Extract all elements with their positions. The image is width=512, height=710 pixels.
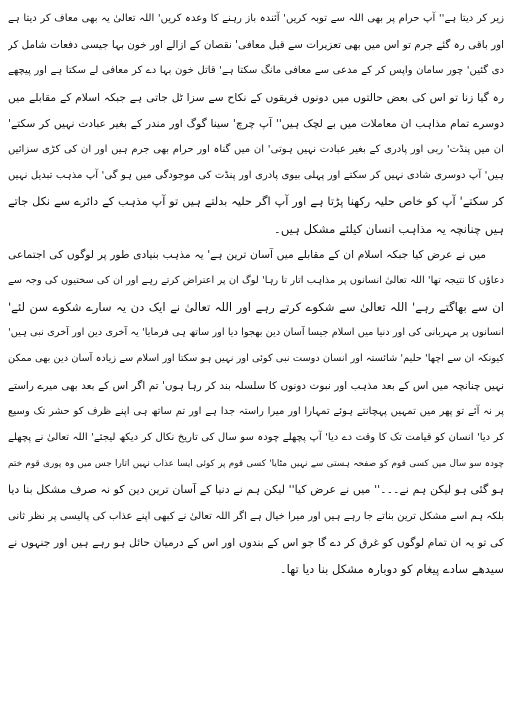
- text-line: بلکہ ہم اسے مشکل ترین بناتے جا رہے ہیں اور میرا خیال ہے اگر اللہ تعالیٰ نے کبھی اپنے عذاب کی پالیسی پر نظر ثانی: [8, 510, 504, 522]
- text-line: پر نہ آئے تو پھر میں تمہیں پہچانتے ہوئے تمہارا اور میرا راستہ جدا ہے اور تم ساتھ ہی اپنے ظرف کو حشر تک وسیع: [8, 405, 504, 417]
- text-line: کر دیا' انسان کو قیامت تک کا وقت دے دیا' آپ پچھلے چودہ سو سال کی تاریخ نکال کر دیکھ لیجئے' اللہ تعالیٰ نے پچھلے: [8, 432, 504, 443]
- text-line: دی گئیں' چور سامان واپس کر کے مدعی سے معافی مانگ سکتا ہے' قاتل خون بہا دے کر معافی لے سکتا ہے اور پیچھے: [8, 65, 504, 77]
- text-line: ہیں چنانچہ یہ مذاہب انسان کیلئے مشکل ہیں۔: [274, 221, 504, 236]
- text-line: ہیں' آپ دوسری شادی نہیں کر سکتے اور پہلی بیوی پادری اور پنڈت کی موجودگی میں ہو گی' آپ مذہب تبدیل نہیں: [8, 170, 504, 182]
- text-line: دوسرے تمام مذاہب ان معاملات میں بے لچک ہیں'' آپ چرچ' سینا گوگ اور مندر کے بغیر عبادت نہیں کر سکتے': [8, 116, 504, 130]
- text-line: ہو گئی ہو لیکن ہم نے۔۔۔'' میں نے عرض کیا'' لیکن ہم نے دنیا کے آسان ترین دین کو نہ صرف مشکل بنا دیا: [8, 483, 504, 497]
- text-line: ان سے بھاگتے رہے' اللہ تعالیٰ سے شکوے کرتے رہے اور اللہ تعالیٰ نے ایک دن یہ سارے شکوے سن لئے': [8, 300, 504, 315]
- text-line: کی تو یہ ان تمام لوگوں کو غرق کر دے گا جو اس کے بندوں اور اس کے درمیان حائل ہو رہے ہیں اور جنہوں نے: [8, 535, 504, 549]
- text-line: کیونکہ ان سے اچھا' حلیم' شائستہ اور انسان دوست نبی کوئی اور نہیں ہو سکتا اور اسلام سے زیادہ آسان دین بھی ممکن: [8, 353, 504, 365]
- text-line: چودہ سو سال میں کسی قوم کو صفحہ ہستی سے نہیں مٹایا' کسی قوم پر کوئی ایسا عذاب نہیں اتارا جس میں وہ پوری قوم ختم: [8, 459, 504, 470]
- text-line: دعاؤں کا نتیجہ تھا' اللہ تعالیٰ انسانوں پر مذاہب اتار تا رہا' لوگ ان پر اعتراض کرتے رہے اور ان کی سختیوں کی وجہ سے: [8, 274, 504, 286]
- text-line: انسانوں پر مہربانی کی اور دنیا میں اسلام جیسا آسان دین بھجوا دیا اور ساتھ ہی فرمایا' یہ آخری دین اور آخری نبی ہیں': [8, 327, 504, 339]
- text-line: رہ گیا زنا تو اس کی بعض حالتوں میں دونوں فریقوں کے نکاح سے سزا ٹل جاتی ہے جبکہ اسلام کے مقابلے میں: [8, 90, 504, 104]
- text-line: نہیں چنانچہ میں اس کے بعد مذہب اور نبوت دونوں کا سلسلہ بند کر رہا ہوں' تم اگر اس کے بعد بھی میرے راستے: [8, 379, 504, 392]
- text-line: سیدھے سادے پیغام کو دوبارہ مشکل بنا دیا تھا۔: [279, 561, 504, 576]
- text-line: کر سکتے' آپ کو خاص حلیہ رکھنا پڑتا ہے اور آپ اگر حلیہ بدلتے ہیں تو آپ مذہب کے دائرے سے نکل جاتے: [8, 195, 504, 209]
- text-line: میں نے عرض کیا جبکہ اسلام ان کے مقابلے میں آسان ترین ہے' یہ مذہب بنیادی طور پر لوگوں کی اجتماعی: [8, 247, 486, 261]
- paragraph-1: [8, 6, 504, 242]
- paragraph-2: [8, 242, 504, 582]
- text-line: زیر کر دیتا ہے'' آپ حرام پر بھی اللہ سے توبہ کریں' آئندہ باز رہنے کا وعدہ کریں' اللہ تعالیٰ یہ بھی معاف کر دیتا ہے: [8, 13, 504, 24]
- text-line: ان میں پنڈت' ربی اور پادری کے بغیر عبادت نہیں ہوتی' ان میں گناہ اور حرام بھی جرم ہیں اور ان کی کڑی سزائیں: [8, 143, 504, 155]
- text-line: اور باقی رہ گئے جرم تو اس میں بھی تعزیرات سے قبل معافی' نقصان کے ازالے اور خون بہا جیسی دفعات شامل کر: [8, 39, 504, 52]
